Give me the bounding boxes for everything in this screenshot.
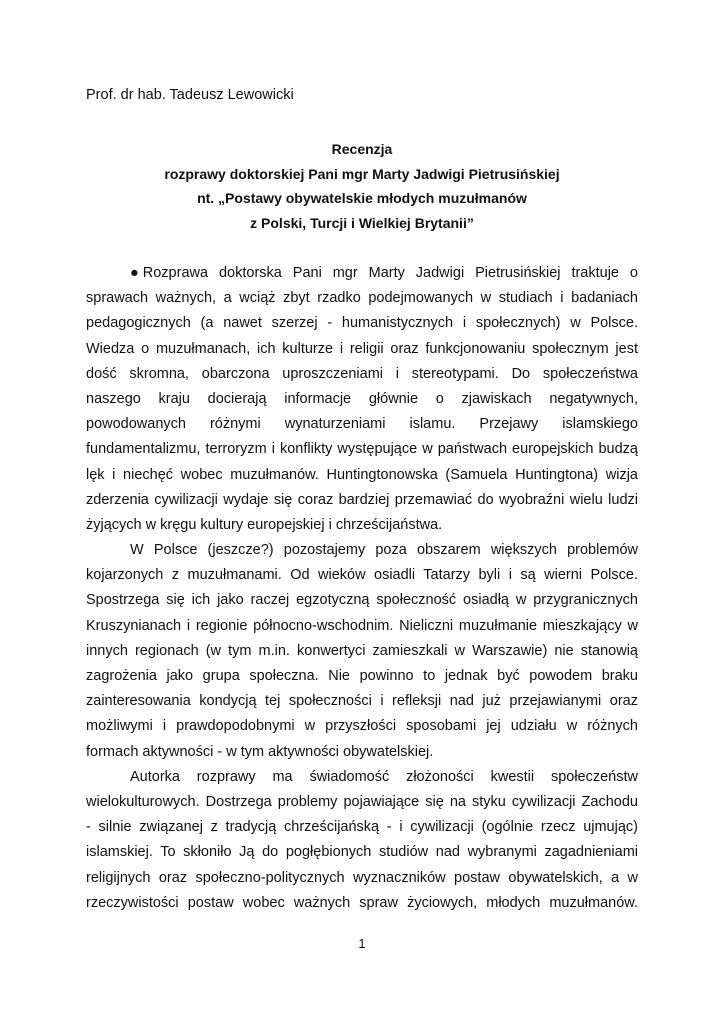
- body-line: żyjących w kręgu kultury europejskiej i chrześcijaństwa.: [86, 516, 443, 533]
- body-line: lęk i niechęć wobec muzułmanów. Huntingtonowska (Samuela Huntingtona) wizja: [86, 466, 638, 483]
- title-line: nt. „Postawy obywatelskie młodych muzułmanów: [197, 190, 527, 206]
- body-line: islamskiej. To skłoniło Ją do pogłębionych studiów nad wybranymi zagadnieniami: [86, 844, 638, 861]
- body-line: formach aktywności - w tym aktywności obywatelskiej.: [86, 743, 434, 760]
- body-line-text: Rozprawa doktorska Pani mgr Marty Jadwigi Pietrusińskiej traktuje o: [142, 265, 638, 281]
- page-number: 1: [358, 936, 366, 951]
- body-line: Wiedza o muzułmanach, ich kulturze i religii oraz funkcjonowaniu społecznym jest: [86, 340, 638, 357]
- body-line: zagrożenia jako grupa społeczna. Nie powinno to jednak być powodem braku: [86, 668, 638, 684]
- body-line: możliwymi i prawdopodobnymi w przyszłości sposobami jej udziału w różnych: [86, 718, 638, 735]
- body-line: Autorka rozprawy ma świadomość złożoności kwestii społeczeństw: [130, 768, 638, 785]
- body-line: Spostrzega się ich jako raczej egzotyczną społeczność osiadłą w przygranicznych: [86, 592, 638, 609]
- review-title: [0, 137, 724, 235]
- body-line: innych regionach (w tym m.in. konwertyci zamieszkali w Warszawie) nie stanowią: [86, 642, 638, 659]
- body-line: naszego kraju docierają informacje głównie o zjawiskach negatywnych,: [86, 390, 638, 407]
- body-line: zainteresowania kondycją tej społeczności i refleksji nad już przejawianymi oraz: [86, 693, 638, 710]
- body-line: Kruszynianach i regionie północno-wschodnim. Nieliczni muzułmanie mieszkający w: [86, 617, 638, 634]
- review-body: [86, 261, 638, 916]
- body-line: zderzenia cywilizacji wydaje się coraz bardziej przemawiać do wyobraźni wielu ludzi: [86, 491, 638, 508]
- body-line: kojarzonych z muzułmanami. Od wieków osiadli Tatarzy byli i są wierni Polsce.: [86, 567, 638, 584]
- body-line: pedagogicznych (a nawet szerzej - humanistycznych i społecznych) w Polsce.: [86, 315, 638, 332]
- body-line: sprawach ważnych, a wciąż zbyt rzadko podejmowanych w studiach i badaniach: [86, 290, 638, 307]
- body-line: powodowanych różnymi wynaturzeniami islamu. Przejawy islamskiego: [86, 416, 638, 433]
- title-line: Recenzja: [331, 141, 393, 157]
- body-line: dość skromna, obarczona uproszczeniami i stereotypami. Do społeczeństwa: [86, 365, 638, 382]
- bullet-icon: ●: [130, 265, 139, 281]
- title-line: rozprawy doktorskiej Pani mgr Marty Jadwigi Pietrusińskiej: [164, 165, 560, 182]
- title-line: z Polski, Turcji i Wielkiej Brytanii”: [250, 214, 474, 231]
- body-line: rzeczywistości postaw wobec ważnych spraw życiowych, młodych muzułmanów.: [86, 894, 638, 911]
- body-line: - silnie związanej z tradycją chrześcijańską - i cywilizacji (ogólnie rzecz ujmując): [86, 819, 638, 836]
- author-name: Prof. dr hab. Tadeusz Lewowicki: [86, 87, 294, 103]
- body-line: religijnych oraz społeczno-politycznych wyznaczników postaw obywatelskich, a w: [86, 869, 638, 886]
- body-line: W Polsce (jeszcze?) pozostajemy poza obszarem większych problemów: [130, 542, 638, 559]
- body-line: fundamentalizmu, terroryzm i konflikty występujące w państwach europejskich budzą: [86, 441, 638, 458]
- body-line: wielokulturowych. Dostrzega problemy pojawiające się na styku cywilizacji Zachodu: [86, 793, 638, 810]
- body-line: [86, 261, 638, 286]
